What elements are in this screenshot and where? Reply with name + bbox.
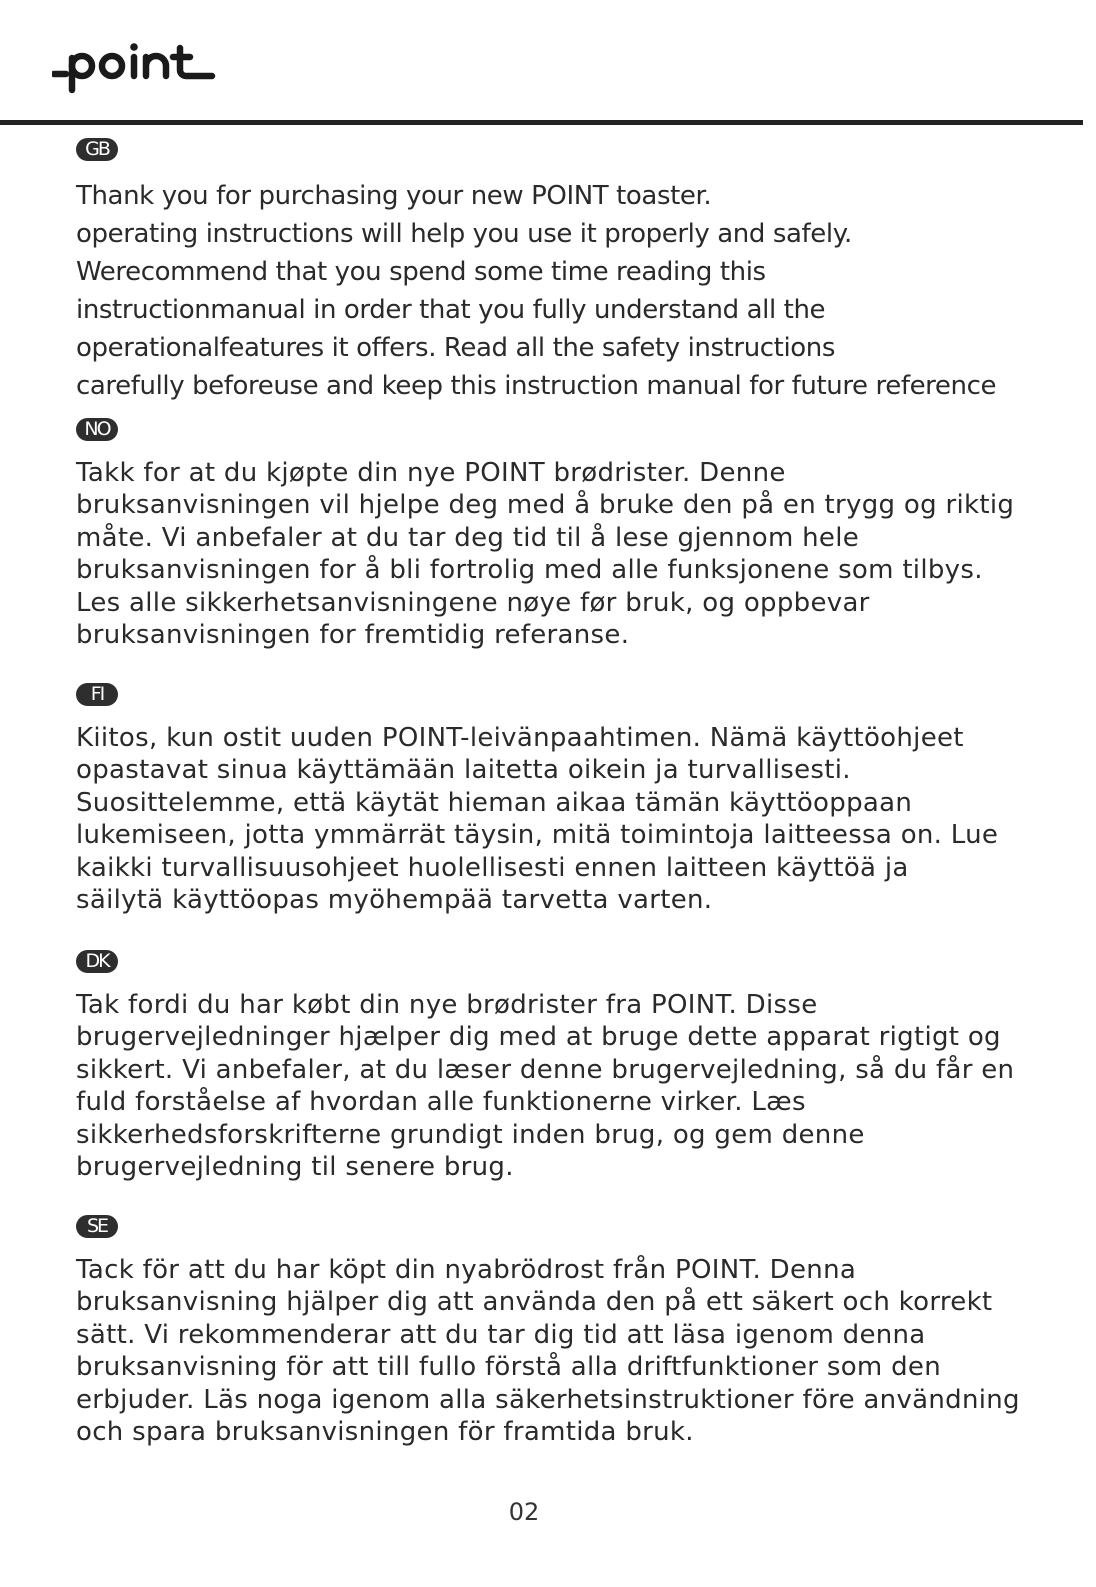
language-badge-se: SE	[76, 1215, 118, 1238]
text-line: Werecommend that you spend some time reading this	[76, 257, 766, 287]
header-divider	[0, 120, 1083, 125]
text-line: sätt. Vi rekommenderar att du tar dig tid att läsa igenom denna	[76, 1319, 926, 1350]
text-line: fuld forståelse af hvordan alle funktionerne virker. Læs	[76, 1087, 806, 1118]
text-line: carefully beforeuse and keep this instruction manual for future reference	[76, 371, 997, 401]
text-line: sikkert. Vi anbefaler, at du læser denne brugervejledning, så du får en	[76, 1054, 1015, 1085]
text-line: instructionmanual in order that you fully understand all the	[76, 295, 826, 325]
intro-paragraph-se	[76, 1254, 1066, 1448]
text-line: Tak fordi du har købt din nye brødrister fra POINT. Disse	[76, 990, 818, 1020]
intro-paragraph-fi	[76, 722, 1066, 916]
section-fi	[76, 683, 1066, 916]
text-line: Thank you for purchasing your new POINT toaster.	[76, 181, 712, 211]
text-line: Suosittelemme, että käytät hieman aikaa tämän käyttöoppaan	[76, 787, 913, 818]
text-line: lukemiseen, jotta ymmärrät täysin, mitä toimintoja laitteessa on. Lue	[76, 820, 999, 851]
text-line: opastavat sinua käyttämään laitetta oikein ja turvallisesti.	[76, 755, 851, 786]
point-logo	[52, 40, 222, 96]
text-line: Kiitos, kun ostit uuden POINT-leivänpaahtimen. Nämä käyttöohjeet	[76, 723, 964, 753]
language-badge-gb: GB	[76, 138, 118, 161]
intro-paragraph-gb	[76, 177, 1066, 405]
point-logo-mark	[52, 40, 222, 96]
text-line: bruksanvisning för att till fullo förstå alla driftfunktioner som den	[76, 1352, 941, 1383]
intro-paragraph-no	[76, 457, 1066, 651]
text-line: Tack för att du har köpt din nyabrödrost från POINT. Denna	[76, 1255, 857, 1285]
text-line: Les alle sikkerhetsanvisningene nøye før bruk, og oppbevar	[76, 587, 870, 618]
text-line: Takk for at du kjøpte din nye POINT brødrister. Denne	[76, 458, 786, 488]
text-line: operating instructions will help you use it properly and safely.	[76, 219, 852, 249]
text-line: bruksanvisningen vil hjelpe deg med å bruke den på en trygg og riktig	[76, 490, 1015, 521]
text-line: sikkerhedsforskrifterne grundigt inden brug, og gem denne	[76, 1119, 865, 1150]
text-line: brugervejledninger hjælper dig med at bruge dette apparat rigtigt og	[76, 1022, 1001, 1053]
text-line: säilytä käyttöopas myöhempää tarvetta varten.	[76, 885, 713, 916]
language-badge-no: NO	[76, 418, 118, 441]
text-line: måte. Vi anbefaler at du tar deg tid til å lese gjennom hele	[76, 522, 860, 553]
section-se	[76, 1215, 1066, 1448]
text-line: brugervejledning til senere brug.	[76, 1152, 514, 1183]
section-gb	[76, 138, 1066, 405]
language-badge-dk: DK	[76, 950, 118, 973]
section-dk	[76, 950, 1066, 1183]
text-line: erbjuder. Läs noga igenom alla säkerhetsinstruktioner före användning	[76, 1384, 1020, 1415]
text-line: bruksanvisningen for fremtidig referanse.	[76, 620, 630, 651]
language-badge-fi: FI	[76, 683, 118, 706]
text-line: och spara bruksanvisningen för framtida bruk.	[76, 1417, 694, 1448]
text-line: kaikki turvallisuusohjeet huolellisesti ennen laitteen käyttöä ja	[76, 852, 909, 883]
intro-paragraph-dk	[76, 989, 1066, 1183]
text-line: operationalfeatures it offers. Read all the safety instructions	[76, 333, 836, 363]
page-number: 02	[508, 1498, 540, 1526]
text-line: bruksanvisningen for å bli fortrolig med alle funksjonene som tilbys.	[76, 555, 983, 586]
section-no	[76, 418, 1066, 651]
text-line: bruksanvisning hjälper dig att använda den på ett säkert och korrekt	[76, 1287, 993, 1318]
